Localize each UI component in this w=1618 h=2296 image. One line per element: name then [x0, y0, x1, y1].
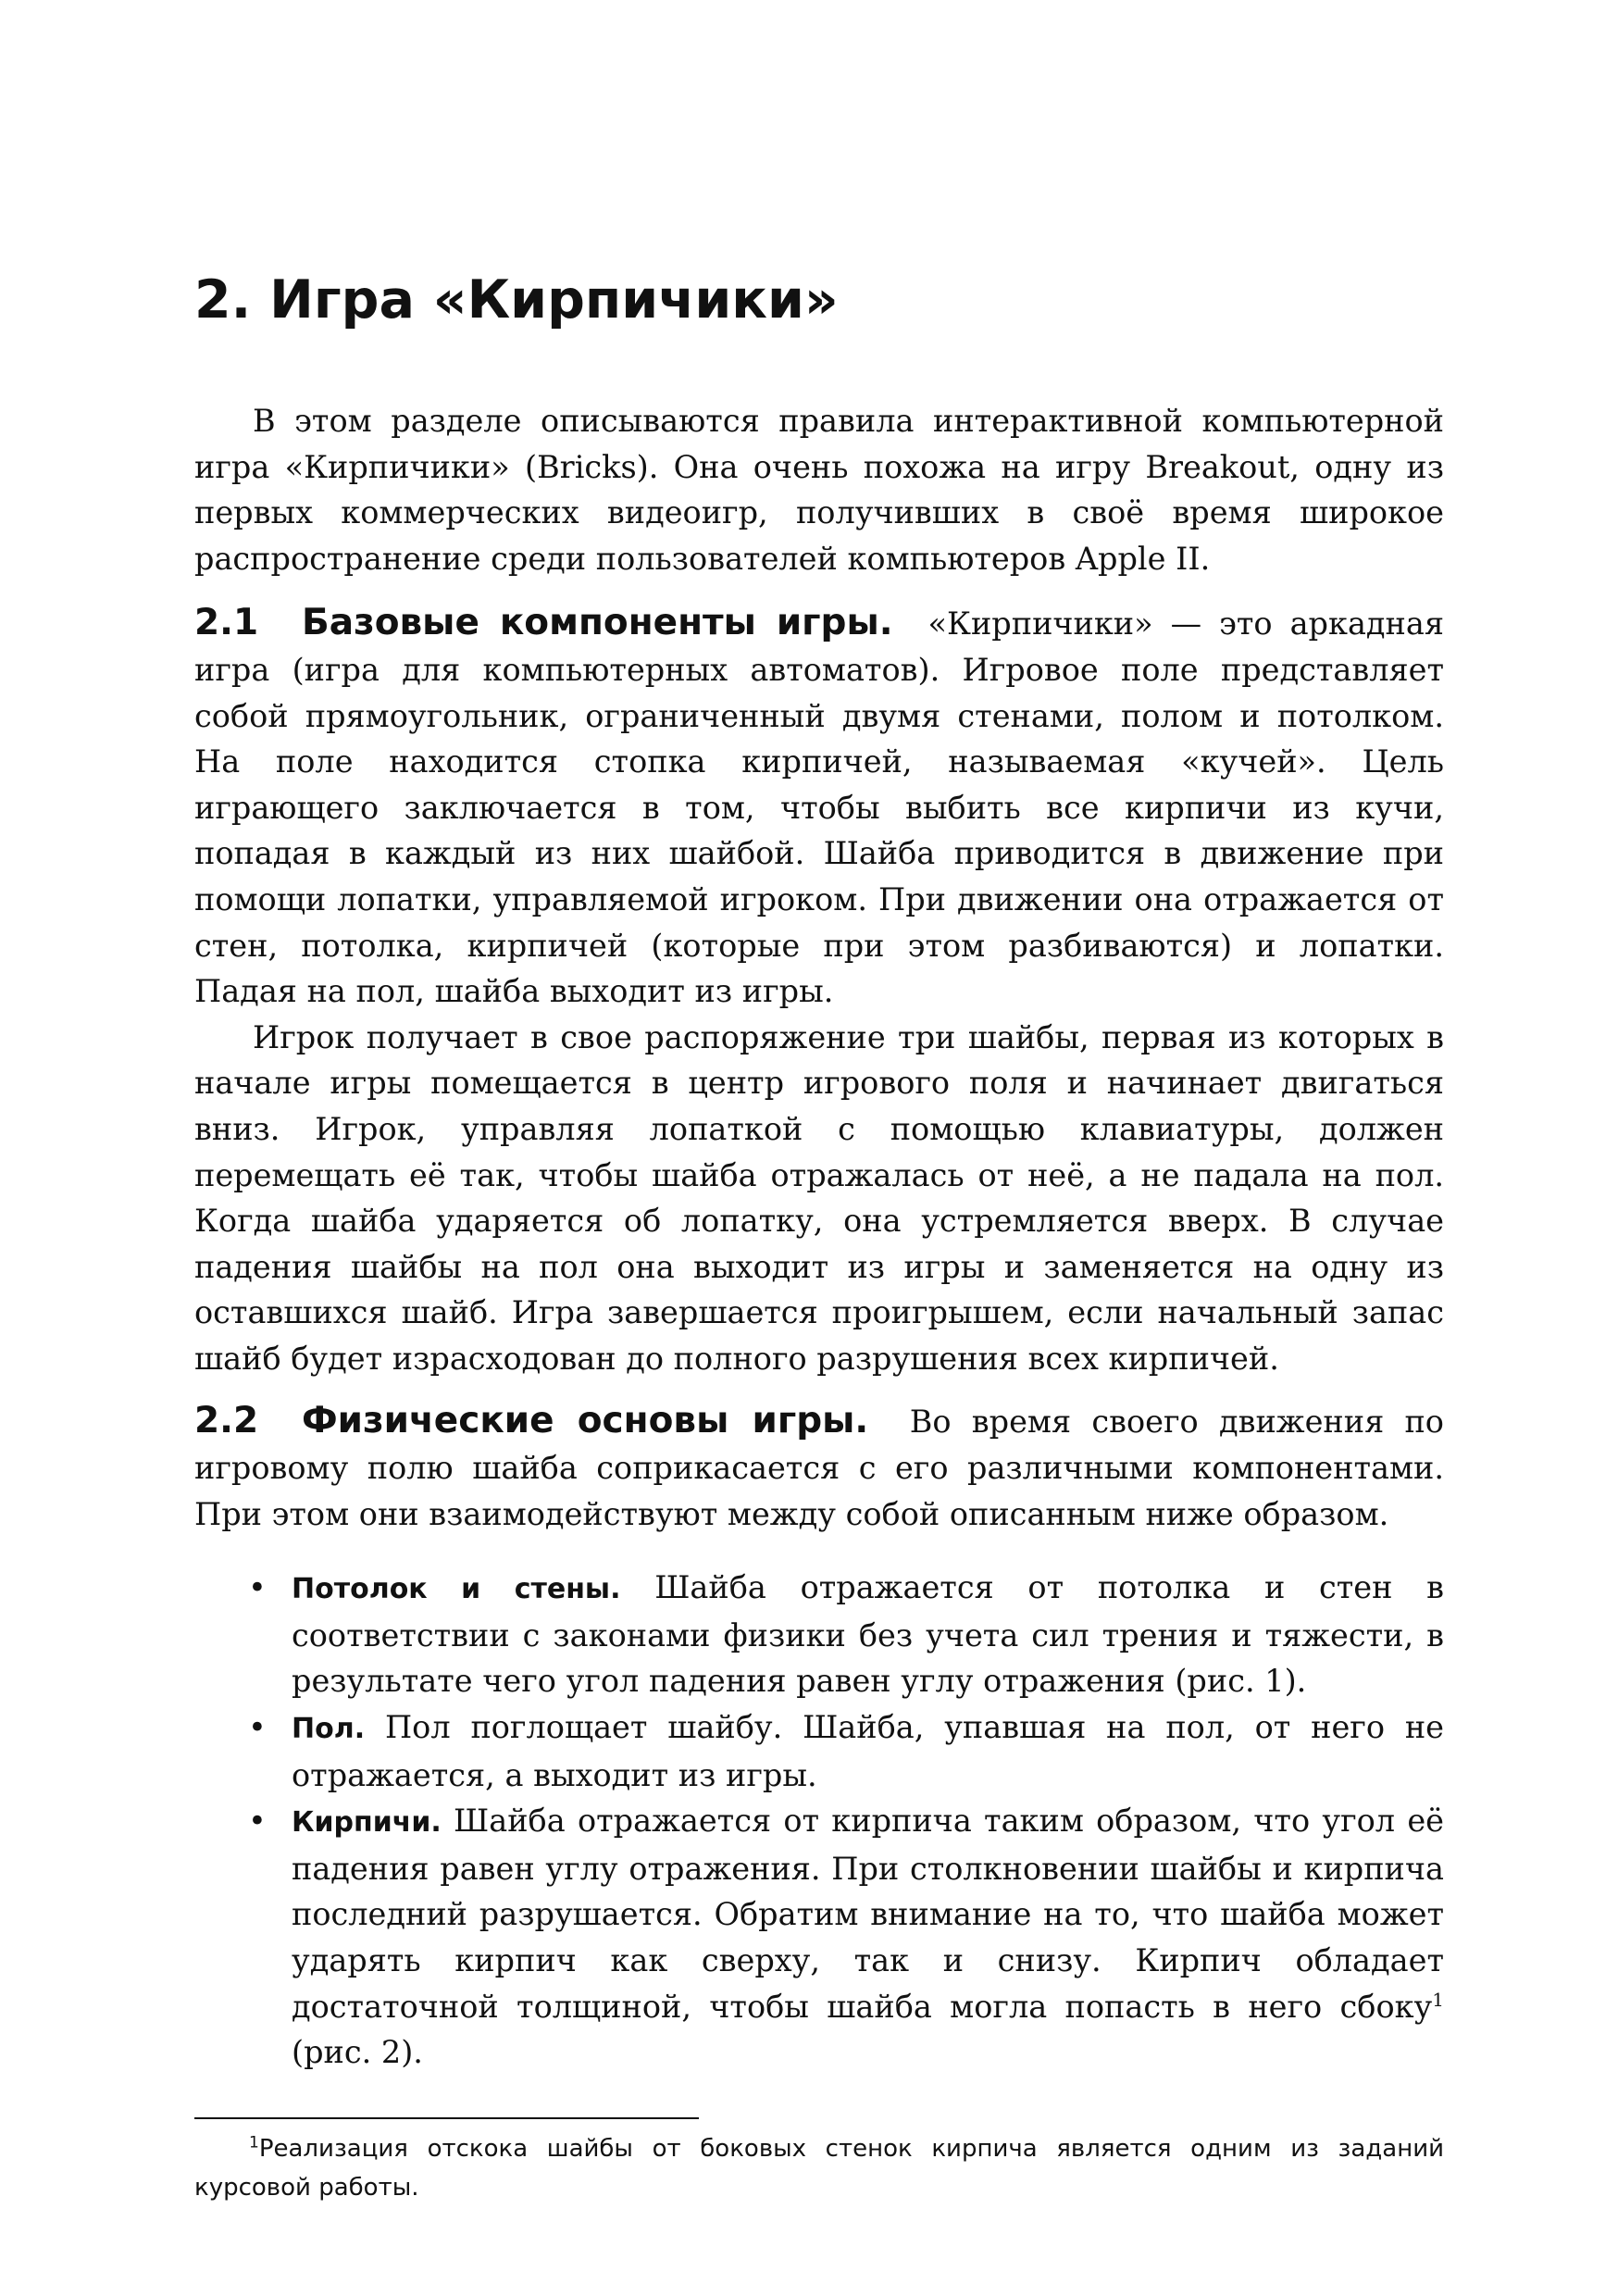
- section-2-1-paragraph-1: [194, 600, 1444, 1014]
- body-text: [194, 398, 1444, 2076]
- bullet-icon: •: [248, 1709, 267, 1746]
- list-item-text-after: (рис. 2).: [292, 2034, 423, 2071]
- list-item-text: Шайба отражается от кирпича таким образом, что угол её падения равен углу отражения. При столкновении шайбы и кирпича последний разрушается. Обратим внимание на то, что шайба может ударять кирпич как сверху, так и снизу. Кирпич обладает достаточной толщиной, чтобы шайба могла попасть в него сбоку: [292, 1803, 1444, 2025]
- list-item-bricks: [248, 1798, 1444, 2076]
- list-item-ceiling-walls: [248, 1565, 1445, 1704]
- bullet-icon: •: [248, 1803, 267, 1840]
- footnote-divider: [194, 2117, 699, 2119]
- spacer: [194, 1381, 1444, 1398]
- intro-paragraph: В этом разделе описываются правила интерактивной компьютерной игра «Кирпичики» (Bricks). Она очень похожа на игру Breakout, одну из первых коммерческих видеоигр, получивших в своё время широкое распространение среди пользователей компьютеров Apple II.: [194, 403, 1444, 577]
- section-2-2-paragraph-1: [194, 1398, 1444, 1537]
- bullet-icon: •: [248, 1569, 267, 1606]
- spacer: [194, 1537, 1444, 1565]
- section-2-1-number: 2.1: [194, 602, 259, 644]
- spacer: [194, 581, 1444, 600]
- list-item-term: Кирпичи.: [292, 1806, 442, 1840]
- document-page: [194, 0, 1444, 2296]
- section-2-2-heading: [194, 1400, 868, 1441]
- list-item-floor: [248, 1704, 1444, 1798]
- section-2-1-heading: [194, 602, 893, 643]
- section-2-2-title: Физические основы игры.: [302, 1400, 869, 1442]
- section-2-1-text: «Кирпичики» — это аркадная игра (игра для компьютерных автоматов). Игровое поле представляет собой прямоугольник, ограниченный двумя стенами, полом и потолком. На поле находится стопка кирпичей, называемая «кучей». Цель играющего заключается в том, чтобы выбить все кирпичи из кучи, попадая в каждый из них шайбой. Шайба приводится в движение при помощи лопатки, управляемой игроком. При движении она отражается от стен, потолка, кирпичей (которые при этом разбиваются) и лопатки. Падая на пол, шайба выходит из игры.: [194, 605, 1444, 1010]
- list-item-text: Пол поглощает шайбу. Шайба, упавшая на пол, от него не отражается, а выходит из игры.: [292, 1709, 1444, 1793]
- footnote: [194, 2129, 1444, 2207]
- section-2-2-text: Во время своего движения по игровому полю шайба соприкасается с его различными компонентами. При этом они взаимодействуют между собой описанным ниже образом.: [194, 1404, 1444, 1532]
- list-item-term: Потолок и стены.: [292, 1573, 621, 1606]
- list-item-term: Пол.: [292, 1713, 366, 1746]
- section-2-1-paragraph-2: Игрок получает в свое распоряжение три шайбы, первая из которых в начале игры помещается в центр игрового поля и начинает двигаться вниз. Игрок, управляя лопаткой с помощью клавиатуры, должен перемещать её так, чтобы шайба отражалась от неё, а не падала на пол. Когда шайба ударяется об лопатку, она устремляется вверх. В случае падения шайбы на пол она выходит из игры и заменяется на одну из оставшихся шайб. Игра завершается проигрышем, если начальный запас шайб будет израсходован до полного разрушения всех кирпичей.: [194, 1018, 1444, 1377]
- chapter-title: 2. Игра «Кирпичики»: [194, 269, 839, 331]
- footnote-text: Реализация отскока шайбы от боковых стенок кирпича является одним из заданий курсовой работы.: [194, 2135, 1444, 2202]
- list-item-text: Шайба отражается от потолка и стен в соответствии с законами физики без учета сил трения и тяжести, в результате чего угол падения равен углу отражения (рис. 1).: [292, 1569, 1445, 1700]
- physics-rules-list: [194, 1565, 1444, 2076]
- footnote-mark: 1: [249, 2133, 259, 2152]
- section-2-2-number: 2.2: [194, 1400, 259, 1442]
- section-2-1-title: Базовые компоненты игры.: [302, 602, 893, 644]
- footnote-reference[interactable]: 1: [1432, 1988, 1444, 2011]
